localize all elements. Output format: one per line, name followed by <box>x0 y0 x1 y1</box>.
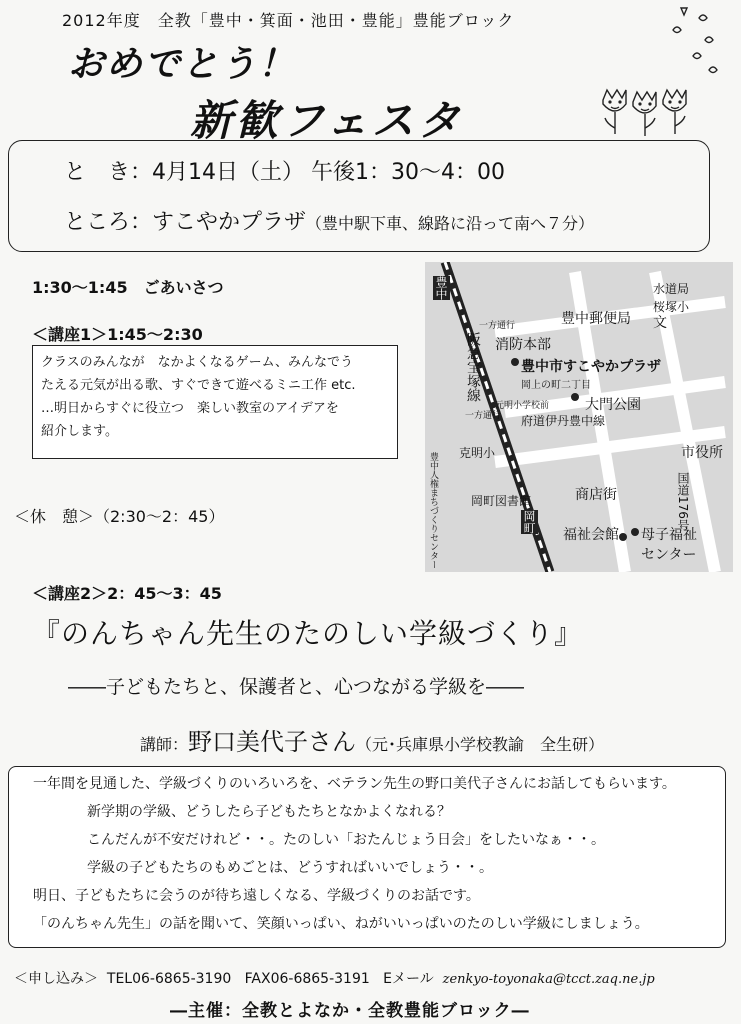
lecture2-subtitle: ――子どもたちと、保護者と、心つながる学級を―― <box>68 676 525 698</box>
tel-number: TEL06-6865-3190 <box>106 971 232 987</box>
map-label-fire: 消防本部 <box>495 337 551 353</box>
event-place <box>64 205 594 236</box>
map-label-park: 大門公園 <box>585 397 641 413</box>
contact-line <box>14 968 655 988</box>
map-label-shops: 商店街 <box>575 487 617 503</box>
map-label-okamachi: 岡町 <box>522 510 536 534</box>
description-line: 「のんちゃん先生」の話を聞いて、笑顔いっぱい、ねがいいっぱいのたのしい学級にしましょう。 <box>33 916 649 932</box>
map-label-center: センター <box>641 547 697 563</box>
event-date: と き：4月14日（土） <box>64 160 304 185</box>
apply-label: ＜申し込み＞ <box>14 971 98 987</box>
map-label-komyo: 克明小 <box>459 446 496 460</box>
lecture1-line: …明日からすぐに役立つ 楽しい教室のアイデアを <box>41 401 339 416</box>
event-series-header: 2012年度 全教「豊中・箕面・池田・豊能」豊能ブロック <box>62 11 515 30</box>
description-line: 新学期の学級、どうしたら子どもたちとなかよくなれる？ <box>87 804 451 820</box>
email-address: zenkyo-toyonaka@tcct.zaq.ne.jp <box>442 972 655 987</box>
description-line: 明日、子どもたちに会うのが待ち遠しくなる、学級づくりのお話です。 <box>33 888 480 904</box>
lecturer-note: （元･兵庫県小学校教諭 全生研） <box>356 735 605 754</box>
title-line-1: おめでとう！ <box>68 44 297 85</box>
map-label-school-mark: 文 <box>653 315 667 331</box>
map-label-water: 水道局 <box>653 282 690 296</box>
event-hours: 午後1：30～4：00 <box>311 160 505 185</box>
lecture2-heading: ＜講座2＞2：45～3：45 <box>32 584 222 603</box>
map-label-oneway: 一方通行 <box>479 321 516 331</box>
map-label-welfare: 福祉会館 <box>563 527 619 543</box>
greeting-schedule: 1:30～1:45 ごあいさつ <box>32 278 224 297</box>
lecture1-line: 紹介します。 <box>41 424 118 439</box>
event-venue: ところ：すこやかプラザ <box>64 210 307 235</box>
map-label-toyonaka: 豊中 <box>434 276 448 300</box>
map-label-post: 豊中郵便局 <box>561 311 631 327</box>
map-label-railway: 阪急宝塚線 <box>465 332 481 402</box>
lecture1-description-box <box>32 345 398 459</box>
break-schedule: ＜休 憩＞（2:30～2：45） <box>14 507 225 526</box>
lecture2-description-box <box>8 766 726 948</box>
map-label-oneway2: 一方通行 <box>465 411 502 421</box>
event-info-box <box>8 140 710 252</box>
lecture1-line: たえる元気が出る歌、すぐできて遊べるミニ工作 etc. <box>41 378 356 393</box>
map-label-komyo-school: 元明小学校前 <box>495 401 550 411</box>
map-label-city-hall: 市役所 <box>681 445 723 461</box>
event-directions: （豊中駅下車、線路に沿って南へ７分） <box>306 214 595 233</box>
map-label-plaza: 豊中市すこやかプラザ <box>521 359 661 375</box>
lecturer-name: 野口美代子さん <box>188 728 357 756</box>
lecture2-title: 『のんちゃん先生のたのしい学級づくり』 <box>32 617 584 650</box>
map-label-sakura: 桜塚小 <box>653 300 690 314</box>
access-map <box>425 262 733 572</box>
fax-number: FAX06-6865-3191 <box>244 971 370 987</box>
map-label-mother: 母子福祉 <box>641 527 697 543</box>
description-line: こんだんが不安だけれど・・。たのしい「おたんじょう日会」をしたいなぁ・・。 <box>87 832 605 848</box>
map-label-fudo: 府道伊丹豊中線 <box>521 414 606 428</box>
map-label-center-jinken: 豊中人権まちづくりセンター <box>428 452 438 569</box>
event-time <box>64 155 505 186</box>
lecture1-line: クラスのみんなが なかよくなるゲーム、みんなでう <box>41 355 354 370</box>
organizer: ―主催：全教とよなか・全教豊能ブロック― <box>170 1001 530 1021</box>
description-line: 一年間を見通した、学級づくりのいろいろを、ベテラン先生の野口美代子さんにお話してもらいます。 <box>33 776 676 792</box>
lecturer-line <box>140 722 604 757</box>
lecture1-heading: ＜講座1＞1:45～2:30 <box>32 325 203 344</box>
tulip-illustration <box>601 0 721 150</box>
map-label-okami: 岡上の町二丁目 <box>521 380 591 391</box>
lecturer-role: 講師： <box>140 735 189 754</box>
email-label: Eメール <box>383 971 434 987</box>
title-line-2: 新歓フェスタ <box>190 96 464 145</box>
map-label-route: 国道176号 <box>676 472 690 531</box>
map-label-library: 岡町図書館 <box>471 494 532 508</box>
description-line: 学級の子どもたちのもめごとは、どうすればいいでしょう・・。 <box>87 860 493 876</box>
